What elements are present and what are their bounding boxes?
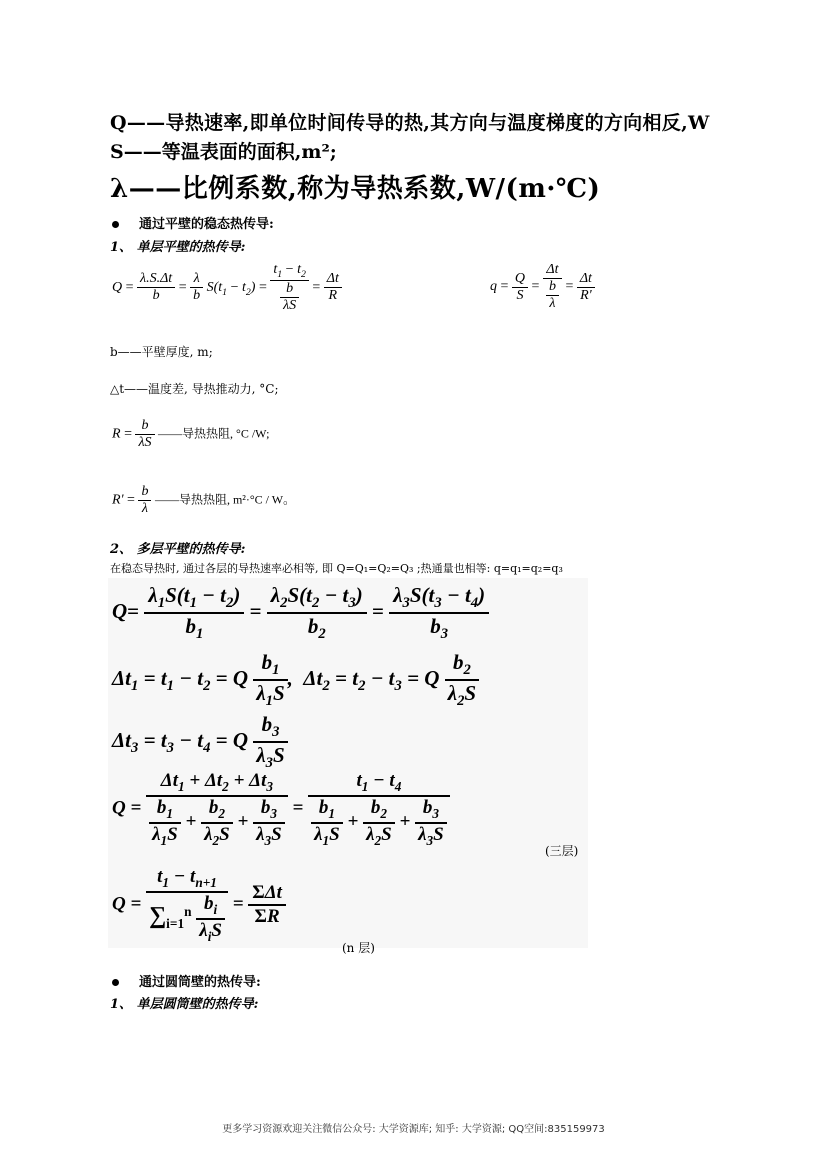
bullet-icon — [112, 979, 119, 986]
equation-delta-t3: $\Delta t_3 = t_3 - t_4 = Q$ $\frac{b_3}{\lambda_3S}$ — [112, 712, 288, 772]
equation-R-prime: R' = $\frac{b}{\lambda}$ ——导热热阻, m²·°C / W。 — [112, 484, 296, 516]
definition-b: b——平壁厚度, m; — [110, 345, 213, 359]
equation-n-layer: Q = $t_1 - t_{n+1}$ $\sum_{i=1}^n$ $\frac{b_i}{\lambda_iS}$ = $\frac{\text{ΣΔt}}{\Sigma R}$ — [112, 866, 286, 944]
equation-single-wall-q: q = $\frac{Q}{S}$ = $\frac{\Delta t}{\frac{b}{\lambda}}$ = $\frac{\Delta t}{R'}$ — [490, 262, 595, 312]
definition-s: S——等温表面的面积,m²; — [110, 141, 337, 163]
bullet-cylinder-wall: 通过圆筒壁的热传导: — [112, 971, 261, 990]
equation-single-wall-Q: Q = $\frac{\lambda.S.\Delta t}{b}$ = $\frac{\lambda}{b}$ $S(t_1 - t_2)$ = $\frac{t_1 - t_2}{\frac{b}{\lambda S}}$ = $\frac{\Delta t}{R}$ — [112, 262, 342, 314]
definition-q: Q——导热速率,即单位时间传导的热,其方向与温度梯度的方向相反,W — [110, 112, 710, 134]
bullet-icon — [112, 221, 119, 228]
definition-lambda: λ——比例系数,称为导热系数,W/(m·℃) — [110, 174, 601, 204]
equation-delta-t1-t2: $\Delta t_1 = t_1 - t_2 = Q$ $\frac{b_1}{\lambda_1S}$ , $\Delta t_2 = t_2 - t_3 = Q$ $\frac{b_2}{\lambda_2S}$ — [112, 650, 479, 710]
n-layer-note: (n 层) — [342, 941, 375, 955]
equation-R: R = $\frac{b}{\lambda S}$ ——导热热阻, °C /W; — [112, 418, 270, 450]
page-footer: 更多学习资源欢迎关注微信公众号: 大学资源库; 知乎: 大学资源; QQ空间:835159973 — [222, 1124, 605, 1135]
subheading-single-cylinder: 1、 单层圆筒壁的热传导: — [110, 997, 259, 1012]
subheading-single-wall: 1、 单层平壁的热传导: — [110, 240, 246, 255]
multi-wall-text: 在稳态导热时, 通过各层的导热速率必相等, 即 Q=Q₁=Q₂=Q₃ ;热通量也相等: q=q₁=q₂=q₃ — [110, 562, 563, 575]
bullet-plane-wall: 通过平壁的稳态热传导: — [112, 213, 274, 232]
equation-multi-Q: Q= $\frac{\lambda_1S(t_1 - t_2)}{b_1}$ = $\frac{\lambda_2S(t_2 - t_3)}{b_2}$ = $\frac{\lambda_3S(t_3 - t_4)}{b_3}$ — [112, 583, 489, 643]
equation-three-layer: Q = $\Delta t_1 + \Delta t_2 + \Delta t_3$ $\frac{b_1}{\lambda_1S}$ + $\frac{b_2}{\lambda_2S}$ + $\frac{b_3}{\lambda_3S}$ = $t_1 - t_4$ $\frac{b_1}{\lambda_1S}$ + $\frac{b_2}{\lambda_2S}$ + $\frac{b_3}{\lambda_3S}$ — [112, 770, 450, 848]
subheading-multi-wall: 2、 多层平壁的热传导: — [110, 542, 246, 557]
three-layer-note: (三层) — [545, 844, 579, 858]
definition-delta-t: △t——温度差, 导热推动力, °C; — [110, 382, 279, 396]
